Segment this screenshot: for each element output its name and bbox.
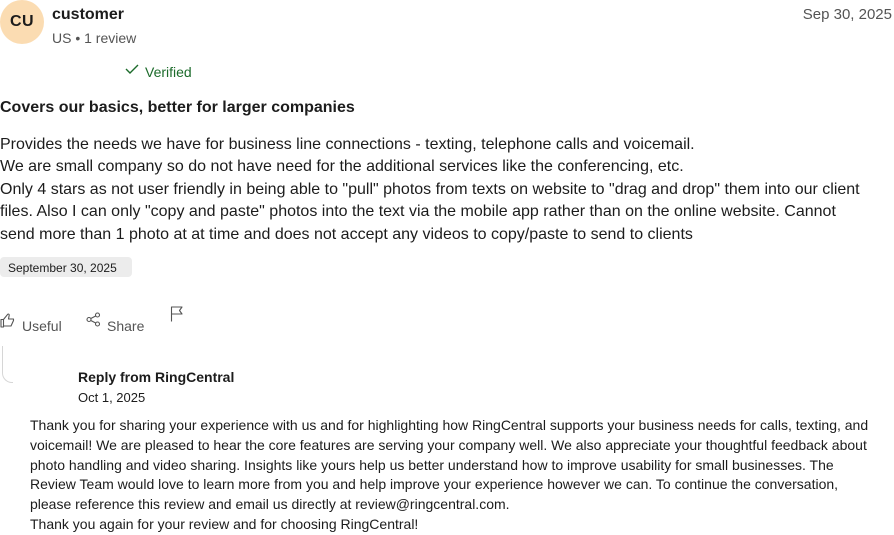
review-line: Provides the needs we have for business line connections - texting, telephone calls and voicemail. — [0, 136, 695, 153]
share-icon — [86, 312, 101, 327]
review-line: send more than 1 photo at at time and does not accept any videos to copy/paste to send to clients — [0, 225, 693, 243]
reply-line: photo handling and video sharing. Insights like yours help us better understand how to improve usability for small businesses. The — [30, 456, 834, 473]
reply-line: Thank you for sharing your experience with us and for highlighting how RingCentral supports your business needs for calls, texting, and — [30, 417, 869, 433]
review-body — [0, 134, 894, 246]
share-label: Share — [107, 318, 145, 334]
verified-badge — [125, 64, 192, 80]
reply-body — [30, 416, 894, 535]
reply-connector — [2, 346, 13, 383]
review-title: Covers our basics, better for larger companies — [0, 99, 355, 116]
reply-line: please reference this review and email us directly at review@ringcentral.com. — [30, 496, 510, 513]
reviewer-name[interactable]: customer — [52, 6, 125, 23]
share-button[interactable] — [86, 306, 144, 334]
review-date: Sep 30, 2025 — [802, 6, 892, 23]
review-line: Only 4 stars as not user friendly in being able to "pull" photos from texts on website to "drag and drop" them into our client — [0, 180, 860, 198]
check-icon — [125, 64, 139, 74]
avatar[interactable]: CU — [0, 0, 44, 44]
reply-line: Thank you again for your review and for choosing RingCentral! — [30, 515, 419, 532]
reply-line: Review Team would love to learn more from you and help improve your experience however we can. To continue the conversation, — [30, 476, 839, 493]
reply-line: voicemail! We are pleased to hear the core features are serving your company well. We also appreciate your thoughtful feedback about — [30, 436, 867, 453]
review-line: We are small company so do not have need for the additional services like the conferencing, etc. — [0, 158, 684, 176]
review-line: files. Also I can only "copy and paste" photos into the text via the mobile app rather than on the online website. Cannot — [0, 203, 836, 221]
reviewer-meta: US • 1 review — [52, 30, 137, 46]
thumbs-up-icon — [0, 313, 15, 328]
experience-date-chip: September 30, 2025 — [0, 257, 132, 277]
reply-title: Reply from RingCentral — [78, 369, 235, 385]
useful-label: Useful — [22, 318, 62, 334]
verified-label: Verified — [145, 64, 192, 80]
flag-icon — [170, 306, 184, 322]
reply-date: Oct 1, 2025 — [78, 390, 146, 405]
useful-button[interactable] — [0, 306, 62, 334]
report-button[interactable] — [170, 306, 184, 322]
